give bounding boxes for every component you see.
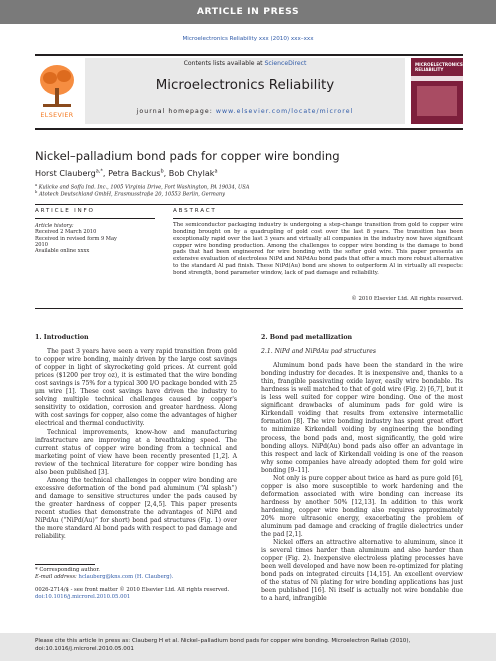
- paragraph: Aluminum bond pads have been the standard in the wire bonding industry for decades. It is inexpensive and, thanks to a thin, frangible passivating oxide layer, easily wire bondable. Its hardness is well matched to that of gold wire (Fig. 2) [6,7], but it is less well suited for copper wire bonding. One of the most significant drawbacks of aluminum pads for gold wire is Kirkendall voiding that results from extensive intermetallic formation [8]. The wire bonding industry has spent great effort to minimize Kirkendall voiding by engineering the bonding process, the bond pads and, most significantly, the gold wire bonding alloys. NiPd(Au) bond pads also offer an advantage in this respect and lack of Kirkendall voiding is one of the reason why some companies have already adopted them for gold wire bonding [9–11].: [261, 362, 463, 474]
- info-heading-rule: [35, 218, 155, 219]
- abstract-heading: ABSTRACT: [173, 208, 217, 214]
- abstract-bottom-rule: [35, 308, 463, 309]
- history-online: Available online xxxx: [35, 248, 90, 255]
- history-label: Article history:: [35, 223, 74, 229]
- corresponding-author-footnote: [35, 567, 237, 580]
- paragraph: The past 3 years have seen a very rapid transition from gold to copper wire bonding, mainly driven by the large cost savings of copper in light of skyrocketing gold prices. At current gold prices ($1200 per troy oz), it is estimated that the wire bonding cost savings is 75% for a typical 300 I/O package bonded with 25 μm wire [1]. These cost savings have driven the industry to solving multiple technical challenges caused by copper's sensitivity to oxidation, corrosion and greater hardness. Along with cost savings for copper, also come the advantages of higher electrical and thermal conductivity.: [35, 348, 237, 428]
- right-column: [261, 334, 463, 604]
- article-in-press-banner: ARTICLE IN PRESS: [0, 0, 496, 24]
- info-top-rule: [35, 204, 463, 205]
- elsevier-tree-logo: [35, 58, 79, 116]
- author-sup: a,*: [95, 168, 103, 175]
- footnote-text: * Corresponding author.: [35, 567, 100, 573]
- journal-homepage: [85, 108, 405, 115]
- abstract-heading-rule: [173, 218, 463, 219]
- affiliation: [35, 190, 463, 198]
- author-email-link[interactable]: hclauberg@kns.com (H. Clauberg).: [78, 573, 174, 580]
- cover-image: [417, 86, 457, 116]
- section-heading: 2. Bond pad metallization: [261, 334, 353, 341]
- cover-title: MICROELECTRONICS RELIABILITY: [415, 62, 463, 73]
- homepage-prefix: journal homepage:: [136, 108, 216, 115]
- paragraph: Among the technical challenges in copper wire bonding are excessive deformation of the bond pad aluminum (“Al splash”) and damage to sensitive structures under the pads caused by the greater hardness of copper [2,4,5]. This paper presents recent studies that demonstrate the advantages of NiPd and NiPdAu (“NiPd(Au)” for short) bond pad structures (Fig. 1) over the more standard Al bond pads with respect to pad damage and reliability.: [35, 476, 237, 541]
- history-revised: Received in revised form 9 May 2010: [35, 235, 117, 248]
- footnote-rule: [35, 564, 95, 565]
- author-list: Horst Clauberg$^{a,*}$, Petra Backus$^b$, Bob Chylak$^a$: [35, 168, 218, 178]
- sciencedirect-link[interactable]: ScienceDirect: [264, 60, 307, 67]
- author-name: Bob Chylak: [168, 168, 215, 178]
- masthead-top-rule: [35, 54, 463, 56]
- author-sup: b: [160, 168, 164, 175]
- journal-cover-thumbnail: [411, 58, 463, 124]
- author-name: Petra Backus: [108, 168, 161, 178]
- affiliation-sup: b: [35, 190, 38, 194]
- doi-link[interactable]: doi:10.1016/j.microrel.2010.05.001: [35, 593, 131, 600]
- article-title: Nickel–palladium bond pads for copper wire bonding: [35, 149, 340, 163]
- contents-line: [85, 60, 405, 67]
- affiliation-text: Kulicke and Soffa Ind. Inc., 1005 Virginia Drive, Fort Washington, PA 19034, USA: [38, 184, 250, 191]
- subsection-heading: 2.1. NiPd and NiPdAu pad structures: [261, 348, 376, 356]
- history-received: Received 2 March 2010: [35, 229, 97, 236]
- journal-name: Microelectronics Reliability: [155, 78, 335, 93]
- citation-box: Please cite this article in press as: Clauberg H et al. Nickel–palladium bond pads for copper wire bonding. Microelectron Reliab (2010), doi:10.1016/j.microrel.2010.05.001: [0, 633, 496, 661]
- article-history: [35, 223, 131, 254]
- masthead-center-panel: [85, 58, 405, 124]
- section-heading: 1. Introduction: [35, 334, 89, 341]
- abstract-text: The semiconductor packaging industry is undergoing a step-change transition from gold to copper wire bonding brought on by a quadrupling of gold cost over the last 8 years. The transition has been exceptionally rapid over the last 3 years and virtually all companies in the industry now have significant copper wire bonding production. Among the challenges to copper wire bonding is the damage to bond pads that had been engineered for wire bonding with the softer gold wire. This paper presents an extensive evaluation of electroless NiPd and NiPdAu bond pads that offer a much more robust alternative to the standard Al pad finish. These NiPd(Au) bond are shown to outperform Al in virtually all respects: bond strength, bond parameter window, lack of pad damage and reliability.: [173, 222, 463, 276]
- affiliation-sup: a: [35, 183, 38, 187]
- paragraph: Technical improvements, know-how and manufacturing infrastructure are improving at a breathtaking speed. The current status of copper wire bonding from a technical and marketing point of view have been recently presented [1,2]. A review of the technical literature for copper wire bonding has also been published [3].: [35, 428, 237, 476]
- paragraph: Nickel offers an attractive alternative to aluminum, since it is several times harder than aluminum and also harder than copper (Fig. 2). Inexpensive electroless plating processes have been well developed and have now been re-optimized for plating bond pads on integrated circuits [14,15]. An excellent overview of the status of Ni plating for wire bonding applications has just been published [16]. Ni itself is actually not wire bondable due to a hard, infrangible: [261, 539, 463, 603]
- paragraph: Not only is pure copper about twice as hard as pure gold [6], copper is also more susceptible to work hardening and the deformation associated with wire bonding can increase its hardness by another 50% [12,13]. In addition to this work hardening, copper wire bonding also requires approximately 20% more ultrasonic energy, exacerbating the problem of aluminum pad damage and cracking of fragile dielectrics under the pad [2,1].: [261, 474, 463, 539]
- journal-reference-link[interactable]: Microelectronics Reliability xxx (2010) xxx–xxx: [182, 36, 314, 42]
- author-name: Horst Clauberg: [35, 168, 96, 178]
- masthead-bottom-rule: [35, 128, 463, 130]
- publisher-name: ELSEVIER: [40, 112, 74, 119]
- issn-line: 0026-2714/$ - see front matter © 2010 Elsevier Ltd. All rights reserved.: [35, 587, 230, 593]
- article-info-heading: ARTICLE INFO: [35, 208, 95, 214]
- contents-prefix: Contents lists available at: [183, 60, 265, 67]
- abstract-copyright: © 2010 Elsevier Ltd. All rights reserved.: [351, 296, 463, 302]
- affiliation-text: Atotech Deutschland GmbH, Erasmusstraße 20, 10553 Berlin, Germany: [38, 191, 226, 198]
- issn-block: [35, 587, 237, 600]
- cover-band: [411, 76, 463, 81]
- author-sup: a: [214, 168, 218, 175]
- journal-masthead: [35, 58, 463, 124]
- left-column: [35, 334, 237, 541]
- homepage-url-link[interactable]: www.elsevier.com/locate/microrel: [215, 108, 354, 115]
- email-label: E-mail address:: [35, 573, 77, 580]
